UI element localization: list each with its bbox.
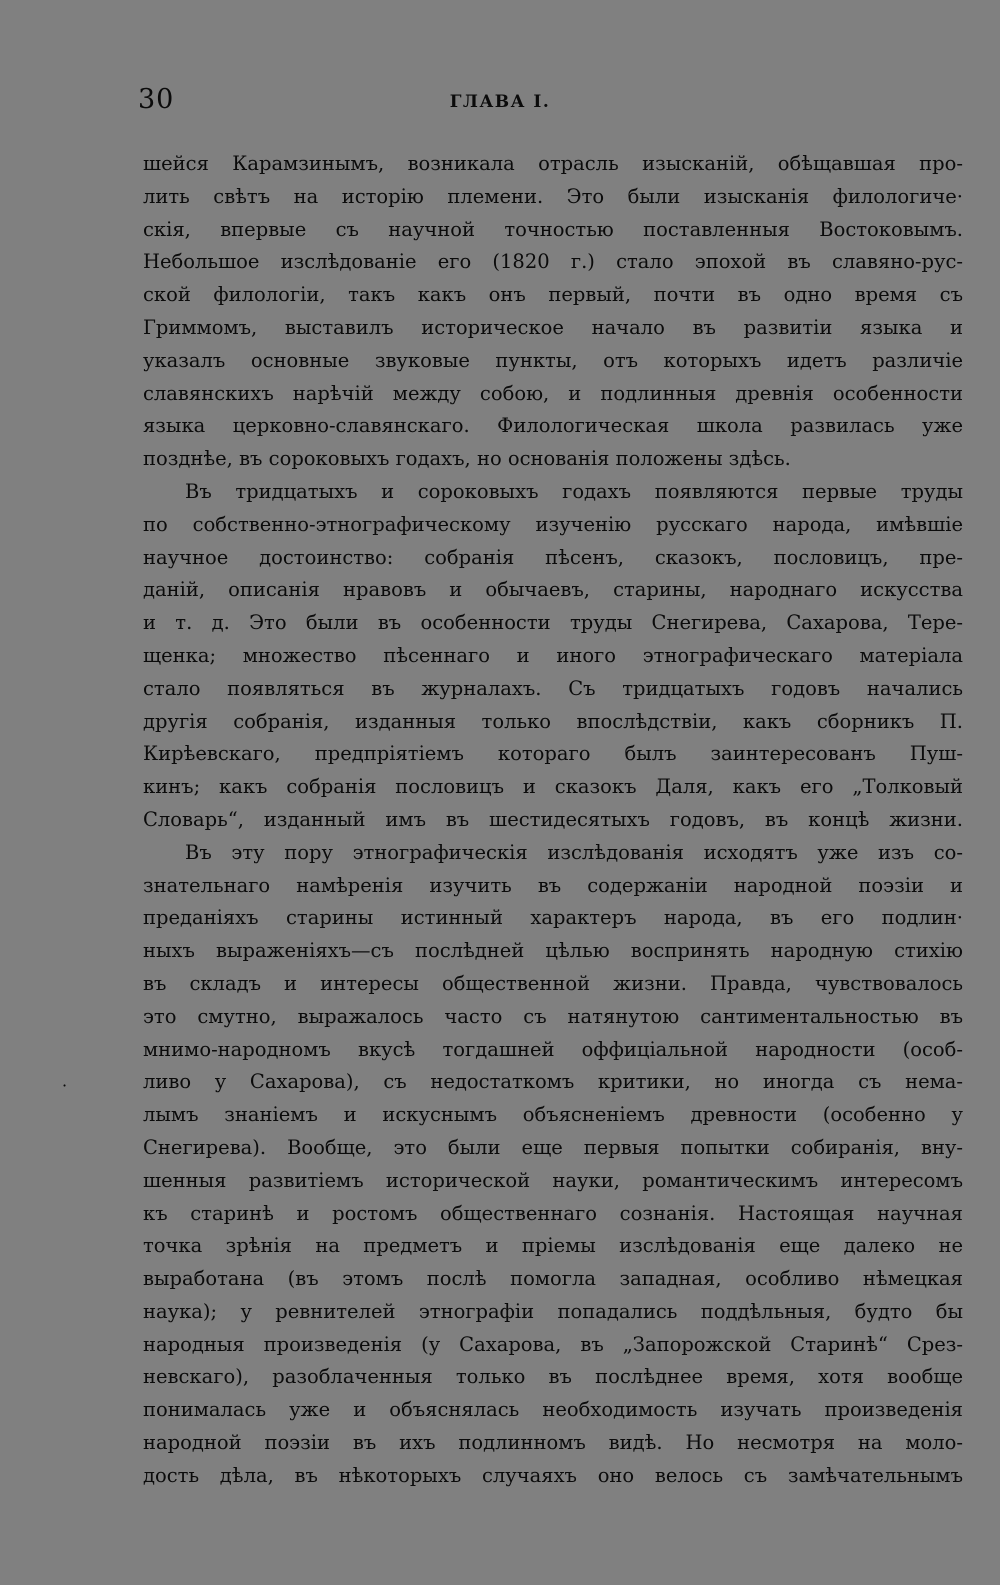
text-line: Въ тридцатыхъ и сороковыхъ годахъ появляются первые труды — [185, 479, 963, 503]
text-line: преданіяхъ старины истинный характеръ народа, въ его подлин· — [143, 906, 963, 930]
paragraph-1 — [143, 148, 963, 476]
text-line: Кирѣевскаго, предпріятіемъ котораго былъ заинтересованъ Пуш- — [143, 742, 963, 766]
text-line: скія, впервые съ научной точностью поставленныя Востоковымъ. — [143, 217, 963, 241]
text-line: даній, описанія нравовъ и обычаевъ, старины, народнаго искусства — [143, 578, 963, 602]
text-line: шенныя развитіемъ исторической науки, романтическимъ интересомъ — [143, 1168, 963, 1192]
text-line: Снегирева). Вообще, это были еще первыя попытки собиранія, вну- — [143, 1135, 963, 1159]
text-line: и т. д. Это были въ особенности труды Снегирева, Сахарова, Тере- — [143, 611, 963, 635]
running-head: ГЛАВА I. — [449, 92, 551, 112]
text-line: выработана (въ этомъ послѣ помогла западная, особливо нѣмецкая — [143, 1267, 963, 1291]
text-line: позднѣе, въ сороковыхъ годахъ, но основанія положены здѣсь. — [143, 447, 791, 471]
text-line: точка зрѣнія на предметъ и пріемы изслѣдованія еще далеко не — [143, 1234, 963, 1258]
text-line: наука); у ревнителей этнографіи попадались поддѣльныя, будто бы — [143, 1299, 963, 1323]
text-line: народныя произведенія (у Сахарова, въ „Запорожской Старинѣ“ Срез- — [143, 1332, 963, 1356]
text-line: ской филологіи, такъ какъ онъ первый, почти въ одно время съ — [143, 283, 963, 307]
text-line: языка церковно-славянскаго. Филологическая школа развилась уже — [143, 414, 963, 438]
text-line: Словарь“, изданный имъ въ шестидесятыхъ годовъ, въ концѣ жизни. — [143, 807, 963, 831]
margin-mark: · — [62, 1076, 68, 1095]
text-line: въ складъ и интересы общественной жизни. Правда, чувствовалось — [143, 971, 963, 995]
text-line: по собственно-этнографическому изученію русскаго народа, имѣвшіе — [143, 512, 963, 536]
text-line: ливо у Сахарова), съ недостаткомъ критики, но иногда съ нема- — [143, 1070, 963, 1094]
text-line: Небольшое изслѣдованіе его (1820 г.) стало эпохой въ славяно-рус- — [143, 250, 963, 274]
page-number: 30 — [138, 84, 175, 115]
text-line: лымъ знаніемъ и искуснымъ объясненіемъ древности (особенно у — [143, 1103, 963, 1127]
body-text — [143, 148, 963, 1493]
text-line: стало появляться въ журналахъ. Съ тридцатыхъ годовъ начались — [143, 676, 963, 700]
text-line: невскаго), разоблаченныя только въ послѣднее время, хотя вообще — [143, 1365, 963, 1389]
text-line: другія собранія, изданныя только впослѣдствіи, какъ сборникъ П. — [143, 709, 963, 733]
text-line: народной поэзіи въ ихъ подлинномъ видѣ. Но несмотря на моло- — [143, 1431, 963, 1455]
text-line: Гриммомъ, выставилъ историческое начало въ развитіи языка и — [143, 315, 963, 339]
text-line: мнимо-народномъ вкусѣ тогдашней оффиціальной народности (особ- — [143, 1037, 963, 1061]
text-line: знательнаго намѣренія изучить въ содержаніи народной поэзіи и — [143, 873, 963, 897]
text-line: научное достоинство: собранія пѣсенъ, сказокъ, пословицъ, пре- — [143, 545, 963, 569]
text-line: это смутно, выражалось часто съ натянутою сантиментальностью въ — [143, 1004, 963, 1028]
text-line: Въ эту пору этнографическія изслѣдованія исходятъ уже изъ со- — [185, 840, 963, 864]
text-line: шейся Карамзинымъ, возникала отрасль изысканій, обѣщавшая про- — [143, 152, 963, 175]
text-line: щенка; множество пѣсеннаго и иного этнографическаго матеріала — [143, 643, 963, 667]
text-line: кинъ; какъ собранія пословицъ и сказокъ Даля, какъ его „Толковый — [143, 775, 963, 799]
text-line: славянскихъ нарѣчій между собою, и подлинныя древнія особенности — [143, 381, 963, 405]
paragraph-3 — [143, 837, 963, 1493]
text-line: дость дѣла, въ нѣкоторыхъ случаяхъ оно велось съ замѣчательнымъ — [143, 1463, 963, 1487]
text-line: лить свѣтъ на исторію племени. Это были изысканія филологиче· — [143, 184, 963, 208]
text-line: ныхъ выраженіяхъ—съ послѣдней цѣлью воспринять народную стихію — [143, 939, 963, 963]
paragraph-2 — [143, 476, 963, 837]
text-line: понималась уже и объяснялась необходимость изучать произведенія — [143, 1398, 963, 1422]
text-line: указалъ основные звуковые пункты, отъ которыхъ идетъ различіе — [143, 348, 963, 372]
text-line: къ старинѣ и ростомъ общественнаго сознанія. Настоящая научная — [143, 1201, 963, 1225]
